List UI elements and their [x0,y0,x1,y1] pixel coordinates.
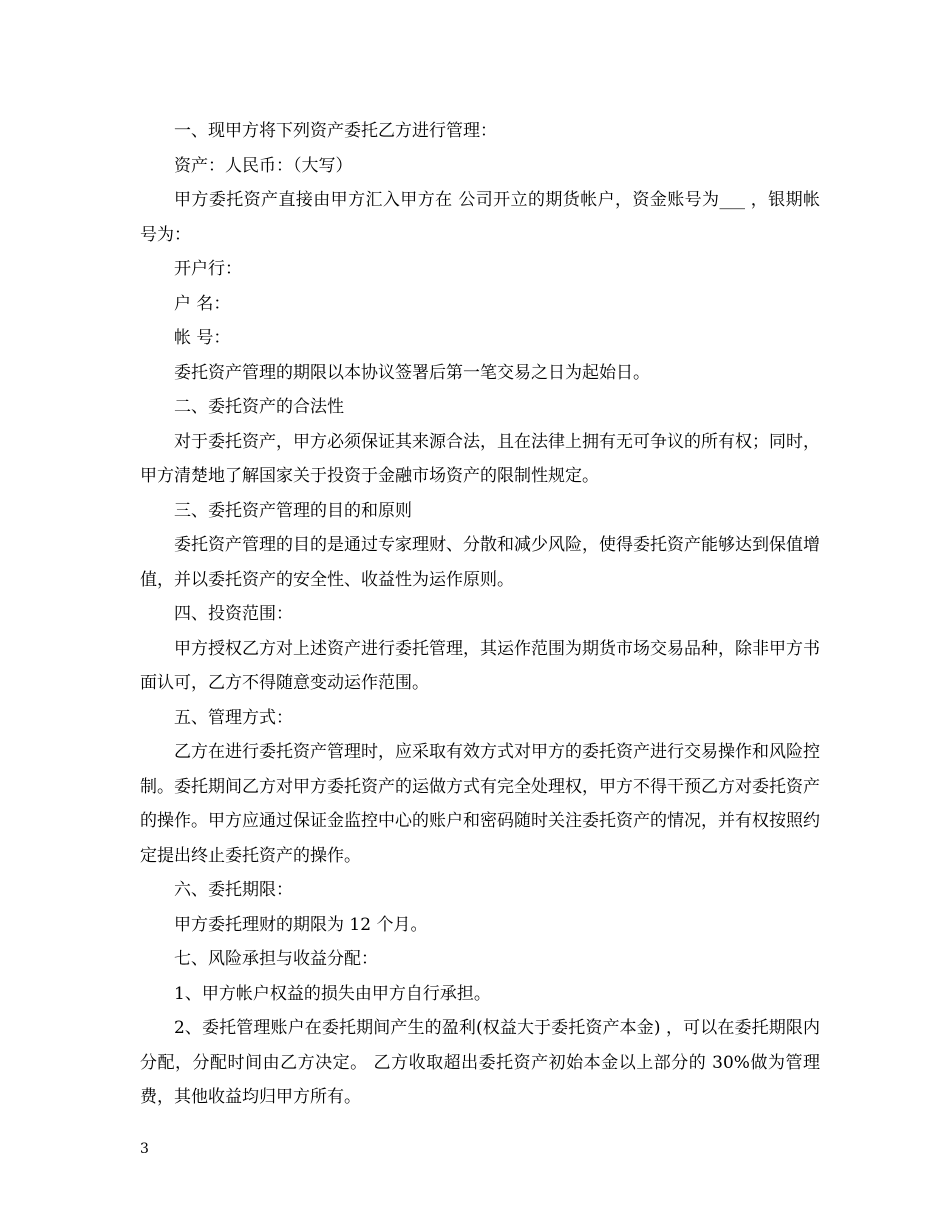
clause-heading-2: 二、委托资产的合法性 [174,397,344,417]
legality-paragraph: 对于委托资产，甲方必须保证其来源合法，且在法律上拥有无可争议的所有权；同时，甲方清楚地了解国家关于投资于金融市场资产的限制性规定。 [140,431,820,486]
term-start-paragraph: 委托资产管理的期限以本协议签署后第一笔交易之日为起始日。 [174,362,650,383]
clause-heading-7: 七、风险承担与收益分配： [174,949,378,969]
account-paragraph: 甲方委托资产直接由甲方汇入甲方在 公司开立的期货帐户，资金账号为___ ，银期帐号为： [140,190,820,245]
risk-item-1: 1、甲方帐户权益的损失由甲方自行承担。 [174,983,491,1004]
account-number-field: 帐 号： [174,328,231,348]
profit-item-2: 2、委托管理账户在委托期间产生的盈利(权益大于委托资产本金) ，可以在委托期限内分配，分配时间由乙方决定。 乙方收取超出委托资产初始本金以上部分的 30%做为管理费，其他收益均归甲方所有。 [140,1018,820,1107]
purpose-paragraph: 委托资产管理的目的是通过专家理财、分散和减少风险，使得委托资产能够达到保值增值，并以委托资产的安全性、收益性为运作原则。 [140,535,820,590]
clause-heading-4: 四、投资范围： [174,604,293,624]
page-number: 3 [140,1141,149,1157]
term-paragraph: 甲方委托理财的期限为 12 个月。 [174,914,428,935]
bank-field: 开户行： [174,259,242,279]
asset-line: 资产：人民币：（大写） [174,155,353,176]
clause-heading-5: 五、管理方式： [174,707,293,728]
document-body [140,114,820,1115]
clause-heading-6: 六、委托期限： [174,880,293,900]
account-name-field: 户 名： [174,293,231,314]
management-paragraph: 乙方在进行委托资产管理时，应采取有效方式对甲方的委托资产进行交易操作和风险控制。委托期间乙方对甲方委托资产的运做方式有完全处理权，甲方不得干预乙方对委托资产的操作。甲方应通过保证金监控中心的账户和密码随时关注委托资产的情况，并有权按照约定提出终止委托资产的操作。 [140,742,820,866]
clause-heading-1: 一、现甲方将下列资产委托乙方进行管理： [174,121,497,141]
scope-paragraph: 甲方授权乙方对上述资产进行委托管理，其运作范围为期货市场交易品种，除非甲方书面认可，乙方不得随意变动运作范围。 [140,638,820,693]
clause-heading-3: 三、委托资产管理的目的和原则 [174,500,412,521]
